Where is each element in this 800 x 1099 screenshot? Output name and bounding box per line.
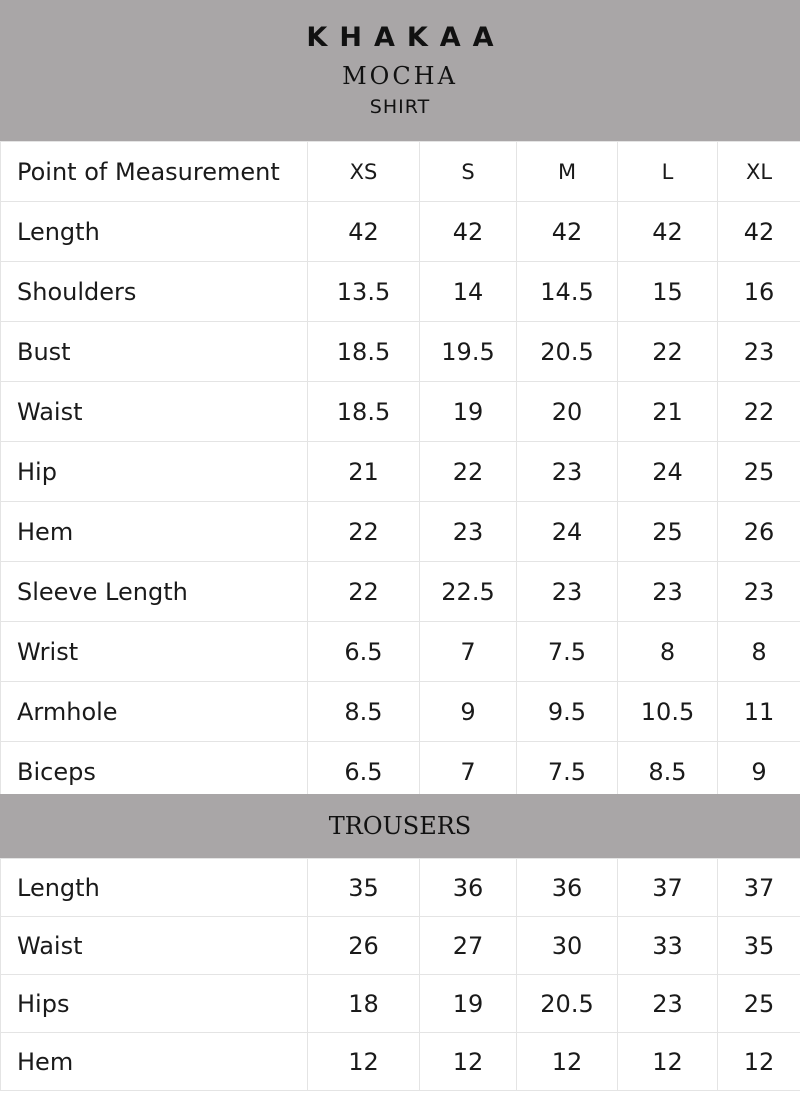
row-label: Hips — [1, 975, 308, 1033]
measurement-value: 11 — [718, 682, 800, 742]
measurement-value: 13.5 — [308, 262, 420, 322]
column-header-size: L — [618, 142, 718, 202]
row-label: Length — [1, 202, 308, 262]
measurement-value: 6.5 — [308, 742, 420, 802]
measurement-value: 8 — [718, 622, 800, 682]
measurement-value: 33 — [618, 917, 718, 975]
measurement-value: 22 — [618, 322, 718, 382]
measurement-value: 37 — [718, 859, 800, 917]
measurement-value: 42 — [420, 202, 517, 262]
measurement-value: 12 — [718, 1033, 800, 1091]
table-row — [1, 1033, 800, 1091]
measurement-value: 35 — [308, 859, 420, 917]
measurement-value: 15 — [618, 262, 718, 322]
measurement-value: 23 — [618, 975, 718, 1033]
brand-logo: KHAKAA — [306, 22, 506, 53]
measurement-value: 12 — [420, 1033, 517, 1091]
measurement-value: 35 — [718, 917, 800, 975]
shirt-size-table — [0, 141, 800, 802]
measurement-value: 20.5 — [517, 975, 618, 1033]
measurement-value: 42 — [517, 202, 618, 262]
row-label: Sleeve Length — [1, 562, 308, 622]
row-label: Hem — [1, 1033, 308, 1091]
row-label: Wrist — [1, 622, 308, 682]
measurement-value: 7 — [420, 622, 517, 682]
row-label: Waist — [1, 917, 308, 975]
measurement-value: 36 — [420, 859, 517, 917]
measurement-value: 12 — [618, 1033, 718, 1091]
row-label: Hip — [1, 442, 308, 502]
collection-title: MOCHA — [342, 62, 458, 90]
measurement-value: 42 — [618, 202, 718, 262]
table-row — [1, 502, 800, 562]
measurement-value: 22 — [420, 442, 517, 502]
measurement-value: 30 — [517, 917, 618, 975]
measurement-value: 25 — [718, 975, 800, 1033]
measurement-value: 7.5 — [517, 742, 618, 802]
table-row — [1, 382, 800, 442]
measurement-value: 9.5 — [517, 682, 618, 742]
measurement-value: 14 — [420, 262, 517, 322]
measurement-value: 14.5 — [517, 262, 618, 322]
measurement-value: 8.5 — [618, 742, 718, 802]
measurement-value: 27 — [420, 917, 517, 975]
measurement-value: 37 — [618, 859, 718, 917]
table-row — [1, 917, 800, 975]
measurement-value: 19.5 — [420, 322, 517, 382]
measurement-value: 8 — [618, 622, 718, 682]
table-row — [1, 562, 800, 622]
measurement-value: 8.5 — [308, 682, 420, 742]
row-label: Waist — [1, 382, 308, 442]
table-row — [1, 442, 800, 502]
measurement-value: 25 — [718, 442, 800, 502]
table-row — [1, 975, 800, 1033]
measurement-value: 16 — [718, 262, 800, 322]
measurement-value: 7.5 — [517, 622, 618, 682]
measurement-value: 9 — [420, 682, 517, 742]
measurement-value: 18.5 — [308, 322, 420, 382]
table-row — [1, 262, 800, 322]
table-row — [1, 859, 800, 917]
row-label: Armhole — [1, 682, 308, 742]
table-row — [1, 682, 800, 742]
measurement-value: 26 — [718, 502, 800, 562]
trousers-section-header — [0, 794, 800, 858]
table-row — [1, 202, 800, 262]
column-header-size: S — [420, 142, 517, 202]
table-row — [1, 322, 800, 382]
measurement-value: 25 — [618, 502, 718, 562]
size-chart-header — [0, 0, 800, 141]
table-header-row — [1, 142, 800, 202]
measurement-value: 23 — [517, 562, 618, 622]
column-header-size: M — [517, 142, 618, 202]
row-label: Shoulders — [1, 262, 308, 322]
row-label: Hem — [1, 502, 308, 562]
measurement-value: 7 — [420, 742, 517, 802]
measurement-value: 22.5 — [420, 562, 517, 622]
trousers-title: TROUSERS — [328, 812, 472, 840]
measurement-value: 24 — [618, 442, 718, 502]
measurement-value: 22 — [308, 502, 420, 562]
measurement-value: 12 — [517, 1033, 618, 1091]
garment-title: SHIRT — [369, 96, 431, 118]
measurement-value: 23 — [718, 562, 800, 622]
measurement-value: 23 — [618, 562, 718, 622]
measurement-value: 20.5 — [517, 322, 618, 382]
measurement-value: 23 — [517, 442, 618, 502]
measurement-value: 21 — [618, 382, 718, 442]
measurement-value: 24 — [517, 502, 618, 562]
measurement-value: 10.5 — [618, 682, 718, 742]
column-header-size: XS — [308, 142, 420, 202]
measurement-value: 19 — [420, 975, 517, 1033]
measurement-value: 42 — [308, 202, 420, 262]
column-header-size: XL — [718, 142, 800, 202]
measurement-value: 22 — [718, 382, 800, 442]
measurement-value: 42 — [718, 202, 800, 262]
measurement-value: 9 — [718, 742, 800, 802]
measurement-value: 21 — [308, 442, 420, 502]
column-header-measurement: Point of Measurement — [1, 142, 308, 202]
row-label: Biceps — [1, 742, 308, 802]
row-label: Length — [1, 859, 308, 917]
measurement-value: 36 — [517, 859, 618, 917]
measurement-value: 19 — [420, 382, 517, 442]
measurement-value: 23 — [718, 322, 800, 382]
table-row — [1, 742, 800, 802]
measurement-value: 23 — [420, 502, 517, 562]
measurement-value: 6.5 — [308, 622, 420, 682]
row-label: Bust — [1, 322, 308, 382]
measurement-value: 18 — [308, 975, 420, 1033]
measurement-value: 22 — [308, 562, 420, 622]
measurement-value: 18.5 — [308, 382, 420, 442]
measurement-value: 26 — [308, 917, 420, 975]
table-row — [1, 622, 800, 682]
trousers-size-table — [0, 858, 800, 1091]
measurement-value: 12 — [308, 1033, 420, 1091]
measurement-value: 20 — [517, 382, 618, 442]
